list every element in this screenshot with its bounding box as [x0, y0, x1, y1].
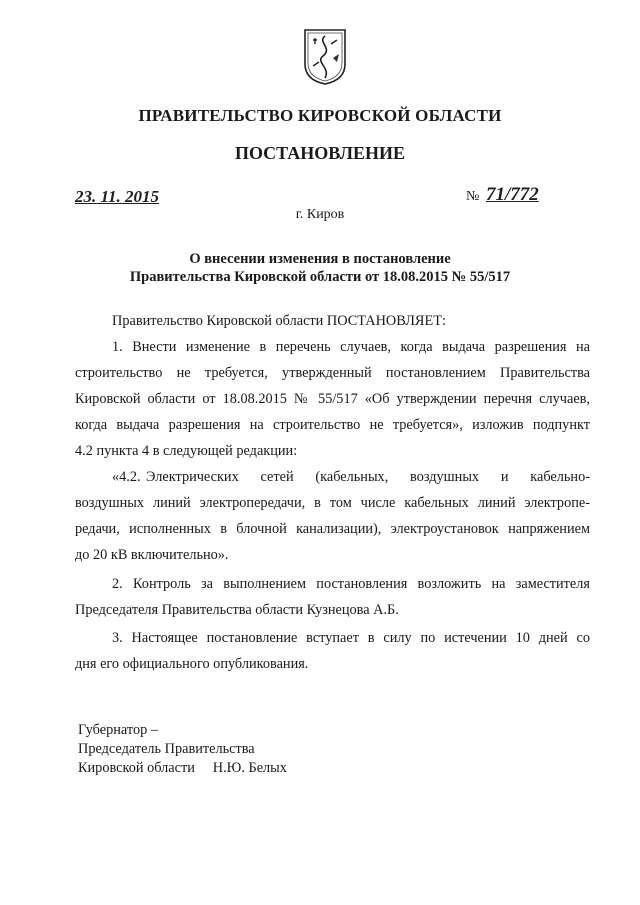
number-sign: №: [466, 189, 480, 204]
subject-line-1: О внесении изменения в постановление: [189, 251, 451, 267]
p3-line-2: дня его официального опубликования.: [75, 656, 309, 672]
coat-of-arms-icon: [303, 28, 347, 86]
quote-line-2: воздушных линий электропередачи, в том числе кабельных линий электропе-: [75, 495, 590, 511]
p2-line-2: Председателя Правительства области Кузнецова А.Б.: [75, 602, 399, 618]
subject-line-2: Правительства Кировской области от 18.08.2015 № 55/517: [129, 269, 511, 285]
p3-line-1: 3. Настоящее постановление вступает в силу по истечении 10 дней со: [112, 630, 590, 646]
p1-line-4: когда выдача разрешения на строительство не требуется», изложив подпункт: [75, 417, 590, 433]
government-title: ПРАВИТЕЛЬСТВО КИРОВСКОЙ ОБЛАСТИ: [138, 106, 502, 125]
p1-line-1: 1. Внести изменение в перечень случаев, когда выдача разрешения на: [112, 339, 590, 355]
preamble: Правительство Кировской области ПОСТАНОВЛЯЕТ:: [112, 313, 446, 329]
p1-line-5: 4.2 пункта 4 в следующей редакции:: [75, 443, 298, 459]
quote-line-4: до 20 кВ включительно».: [75, 547, 229, 563]
p1-line-3: Кировской области от 18.08.2015 № 55/517 «Об утверждении перечня случаев,: [75, 391, 590, 407]
quote-line-1: «4.2. Электрических сетей (кабельных, воздушных и кабельно-: [112, 469, 590, 485]
quote-line-3: редачи, исполненных в блочной канализации), электроустановок напряжением: [75, 521, 590, 537]
handwritten-date: 23. 11. 2015: [75, 187, 160, 206]
p1-line-2: строительство не требуется, утвержденный постановлением Правительства: [75, 365, 590, 381]
signature-title-1: Губернатор –: [78, 722, 158, 738]
p2-line-1: 2. Контроль за выполнением постановления возложить на заместителя: [112, 576, 590, 592]
signature-title-2: Председатель Правительства: [78, 741, 255, 757]
place-of-issue: г. Киров: [295, 207, 345, 222]
document-type: ПОСТАНОВЛЕНИЕ: [234, 143, 406, 163]
signature-name: Кировской области Н.Ю. Белых: [78, 760, 287, 776]
handwritten-number: 71/772: [486, 184, 539, 205]
